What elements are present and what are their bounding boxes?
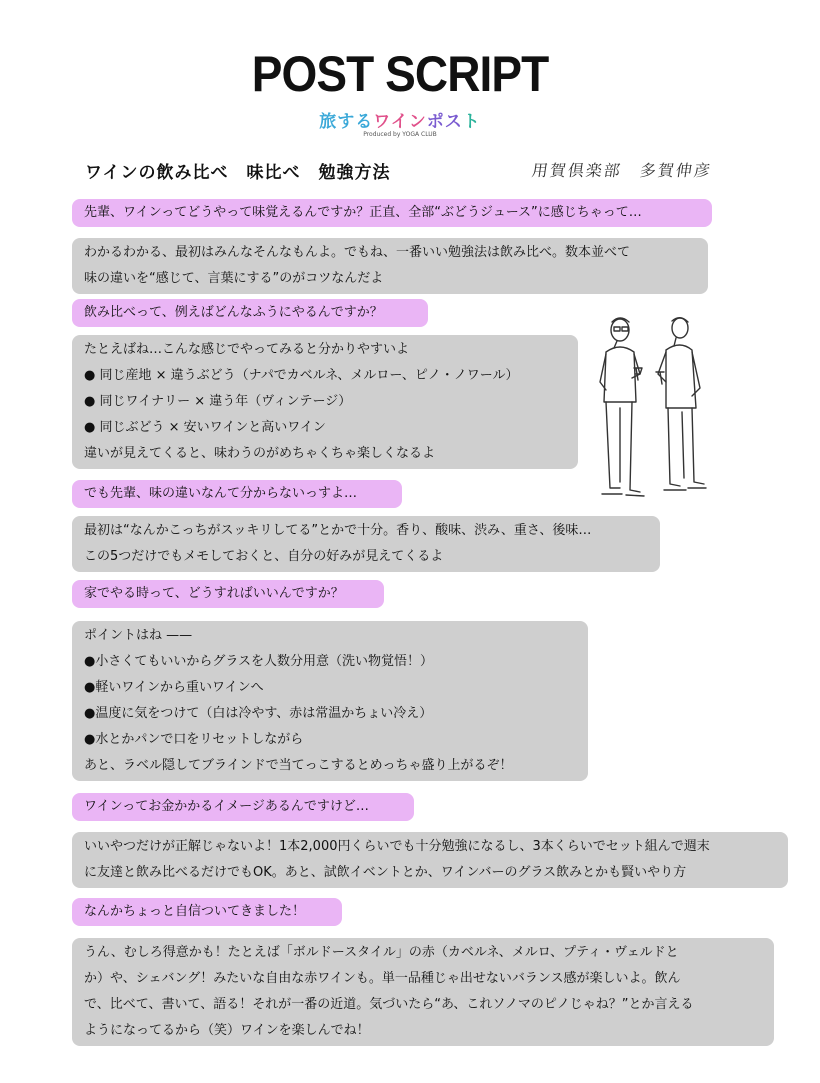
logo-subtitle-part: 旅する: [319, 112, 374, 132]
author-signature: 用賀倶楽部 多賀伸彦: [530, 161, 714, 180]
answer-bubble: [72, 621, 588, 781]
bubble-line: 家でやる時って、どうすればいいんですか？: [84, 586, 344, 601]
bubble-line: たとえばね…こんな感じでやってみると分かりやすいよ: [84, 342, 410, 357]
bubble-line: に友達と飲み比べるだけでもOK。あと、試飲イベントとか、ワインバーのグラス飲みとかも賢いやり方: [84, 865, 687, 880]
bubble-line: わかるわかる、最初はみんなそんなもんよ。でもね、一番いい勉強法は飲み比べ。数本並べて: [84, 245, 631, 260]
question-bubble: [72, 898, 342, 926]
answer-bubble: [72, 335, 578, 469]
bubble-line: ● 同じワイナリー × 違う年（ヴィンテージ）: [84, 394, 352, 409]
question-bubble: [72, 580, 384, 608]
bubble-line: 先輩、ワインってどうやって味覚えるんですか？正直、全部“ぶどうジュース”に感じちゃって…: [84, 205, 642, 220]
bubble-line: か）や、シェバング！みたいな自由な赤ワインも。単一品種じゃ出せないバランス感が楽しいよ。飲ん: [84, 971, 681, 986]
bubble-line: 飲み比べって、例えばどんなふうにやるんですか？: [84, 305, 383, 320]
question-bubble: [72, 793, 414, 821]
bubble-line: ●軽いワインから重いワインへ: [84, 680, 264, 695]
bubble-line: ● 同じぶどう × 安いワインと高いワイン: [84, 420, 326, 435]
logo-subtitle-part: ト: [462, 112, 481, 132]
logo-credit: Produced by YOGA CLUB: [363, 131, 437, 138]
question-bubble: [72, 199, 712, 227]
bubble-line: ●温度に気をつけて（白は冷やす、赤は常温かちょい冷え）: [84, 706, 433, 721]
bubble-line: でも先輩、味の違いなんて分からないっすよ…: [84, 486, 358, 501]
bubble-line: 違いが見えてくると、味わうのがめちゃくちゃ楽しくなるよ: [84, 446, 436, 461]
bubble-line: 最初は“なんかこっちがスッキリしてる”とかで十分。香り、酸味、渋み、重さ、後味…: [84, 523, 592, 538]
bubble-line: ポイントはね ——: [84, 628, 193, 643]
page-title: ワインの飲み比べ 味比べ 勉強方法: [85, 163, 391, 183]
bubble-line: ●小さくてもいいからグラスを人数分用意（洗い物覚悟！）: [84, 654, 433, 669]
bubble-line: この5つだけでもメモしておくと、自分の好みが見えてくるよ: [84, 549, 444, 564]
bubble-line: 味の違いを“感じて、言葉にする”のがコツなんだよ: [84, 271, 384, 286]
logo-subtitle-part: ポス: [426, 112, 463, 132]
bubble-line: ● 同じ産地 × 違うぶどう（ナパでカベルネ、メルロー、ピノ・ノワール）: [84, 368, 519, 383]
bubble-line: ●水とかパンで口をリセットしながら: [84, 732, 304, 747]
bubble-line: で、比べて、書いて、語る！それが一番の近道。気づいたら“あ、これソノマのピノじゃね？”とか言える: [84, 997, 694, 1012]
question-bubble: [72, 299, 428, 327]
logo-subtitle-part: ワイン: [373, 112, 427, 132]
answer-bubble: [72, 938, 774, 1046]
logo-title: POST SCRIPT: [251, 46, 549, 102]
bubble-line: ようになってるから（笑）ワインを楽しんでね！: [84, 1023, 370, 1038]
answer-bubble: [72, 516, 660, 572]
answer-bubble: [72, 832, 788, 888]
bubble-line: うん、むしろ得意かも！たとえば「ボルドースタイル」の赤（カベルネ、メルロ、プティ・ヴェルドと: [84, 945, 679, 960]
answer-bubble: [72, 238, 708, 294]
logo-subtitle: [0, 107, 800, 132]
bubble-line: なんかちょっと自信ついてきました！: [84, 904, 306, 919]
bubble-line: あと、ラベル隠してブラインドで当てっこするとめっちゃ盛り上がるぞ！: [84, 758, 513, 773]
question-bubble: [72, 480, 402, 508]
bubble-line: ワインってお金かかるイメージあるんですけど…: [84, 799, 369, 814]
two-men-drinking-wine-illustration: [592, 312, 712, 502]
bubble-line: いいやつだけが正解じゃないよ！1本2,000円くらいでも十分勉強になるし、3本くらいでセット組んで週末: [84, 839, 710, 854]
